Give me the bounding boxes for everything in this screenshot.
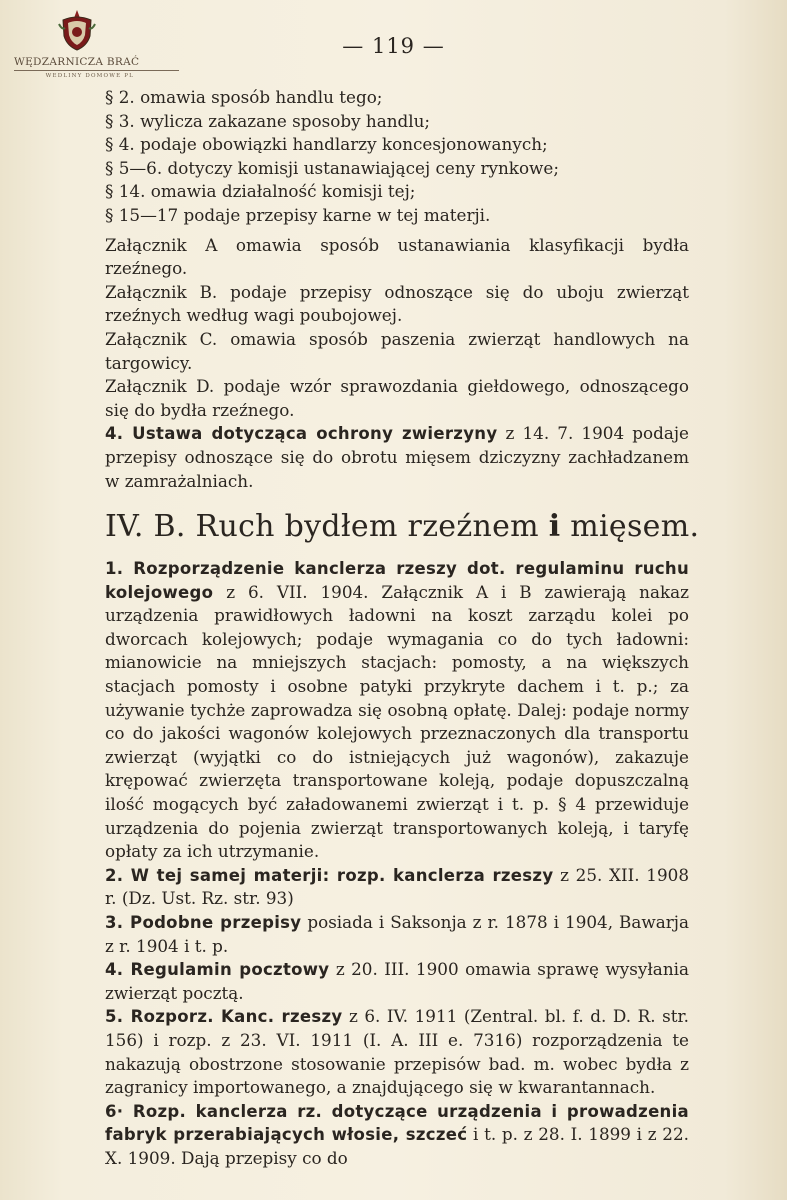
section-line: § 14. omawia działalność komisji tej; — [105, 181, 416, 202]
section-line: § 5—6. dotyczy komisji ustanawiającej ceny rynkowe; — [105, 157, 559, 178]
section-line: § 3. wylicza zakazane sposoby handlu; — [105, 110, 431, 131]
watermark-name: WĘDZARNICZA BRAĆ — [14, 56, 140, 68]
item-3-text: posiada i Saksonja z r. 1878 i 1904, Bawarja z r. 1904 i t. p. — [105, 912, 689, 956]
item-1-lead: 1. Rozporządzenie kanclerza rzeszy dot. regulaminu ruchu kolejowego — [105, 559, 689, 602]
heading-bold-i: i — [548, 509, 561, 545]
item-4-lead: 4. Ustawa dotycząca ochrony zwierzyny — [105, 424, 498, 444]
item-2-text: z 25. XII. 1908 r. (Dz. Ust. Rz. str. 93) — [105, 864, 689, 909]
section-heading — [105, 507, 700, 547]
heading-prefix: IV. B. Ruch bydłem rzeźnem — [105, 509, 549, 545]
item-2 — [105, 864, 689, 911]
annex-a: Załącznik A omawia sposób ustanawiania klasyfikacji bydła rzeźnego. — [105, 234, 689, 279]
section-line: § 2. omawia sposób handlu tego; — [105, 87, 383, 107]
item-1 — [105, 557, 689, 864]
section-line: § 4. podaje obowiązki handlarzy koncesjonowanych; — [105, 134, 548, 155]
item-6-text: i t. p. z 28. I. 1899 i z 22. X. 1909. Dają przepisy co do — [105, 1124, 689, 1168]
item-4b-lead: 4. Regulamin pocztowy — [105, 960, 330, 980]
annex-c: Załącznik C. omawia sposób paszenia zwierząt handlowych na targowicy. — [105, 328, 689, 373]
item-6 — [105, 1100, 689, 1171]
watermark-divider — [14, 70, 179, 71]
item-2-lead: 2. W tej samej materji: rozp. kanclerza rzeszy — [105, 865, 554, 885]
item-5 — [105, 1005, 689, 1099]
heading-suffix: mięsem. — [560, 509, 700, 545]
section-line: § 15—17 podaje przepisy karne w tej materji. — [105, 204, 491, 225]
item-4-game-law — [105, 422, 689, 493]
annex-d: Załącznik D. podaje wzór sprawozdania giełdowego, odnoszącego się do bydła rzeźnego. — [105, 376, 689, 420]
item-6-lead: 6· Rozp. kanclerza rz. dotyczące urządzenia i prowadzenia fabryk przerabiających włosie, szczeć — [105, 1101, 689, 1145]
watermark-sub: WEDLINY DOMOWE PL — [45, 73, 134, 79]
page-content — [105, 86, 700, 1171]
item-1-text: z 6. VII. 1904. Załącznik A i B zawierają nakaz urządzenia prawidłowych ładowni na koszt zarządu kolei po dworcach kolejowych; podaje wymagania co do tych ładowni: mianowicie na mniejszych stacjach: pomosty, a na większych stacjach pomosty i osobne patyki przykryte dachem i t. p.; za używanie tychże zaprowadza się osobną opłatę. Dalej: podaje normy co do jakości wagonów kolejowych przeznaczonych dla transportu zwierząt (wyjątki co do istniejących już wagonów), zakazuje krępować zwierzęta transportowane koleją, podaje dopuszczalną ilość mogących być załadowanemi zwierząt i t. p. § 4 przewiduje urządzenia do pojenia zwierząt transportowanych koleją, i taryfę opłaty za ich utrzymanie. — [105, 581, 689, 862]
annex-b: Załącznik B. podaje przepisy odnoszące się do uboju zwierząt rzeźnych według wagi poubojowej. — [105, 281, 689, 326]
item-4b-text: z 20. III. 1900 omawia sprawę wysyłania zwierząt pocztą. — [105, 959, 689, 1003]
item-5-text: z 6. IV. 1911 (Zentral. bl. f. d. D. R. str. 156) i rozp. z 23. VI. 1911 (I. A. III e. 7316) rozporządzenia te nakazują obostrzone stosowanie przepisów bad. m. wobec bydła z zagranicy importowanego, a znajdującego się w kwarantannach. — [105, 1006, 690, 1098]
item-4 — [105, 958, 689, 1005]
item-3-lead: 3. Podobne przepisy — [105, 913, 302, 932]
item-4-text: z 14. 7. 1904 podaje przepisy odnoszące się do obrotu mięsem dziczyzny zachładzanem w zamrażalniach. — [105, 423, 689, 491]
page-number: — 119 — — [342, 34, 445, 58]
item-5-lead: 5. Rozporz. Kanc. rzeszy — [105, 1007, 343, 1027]
item-3 — [105, 911, 689, 958]
